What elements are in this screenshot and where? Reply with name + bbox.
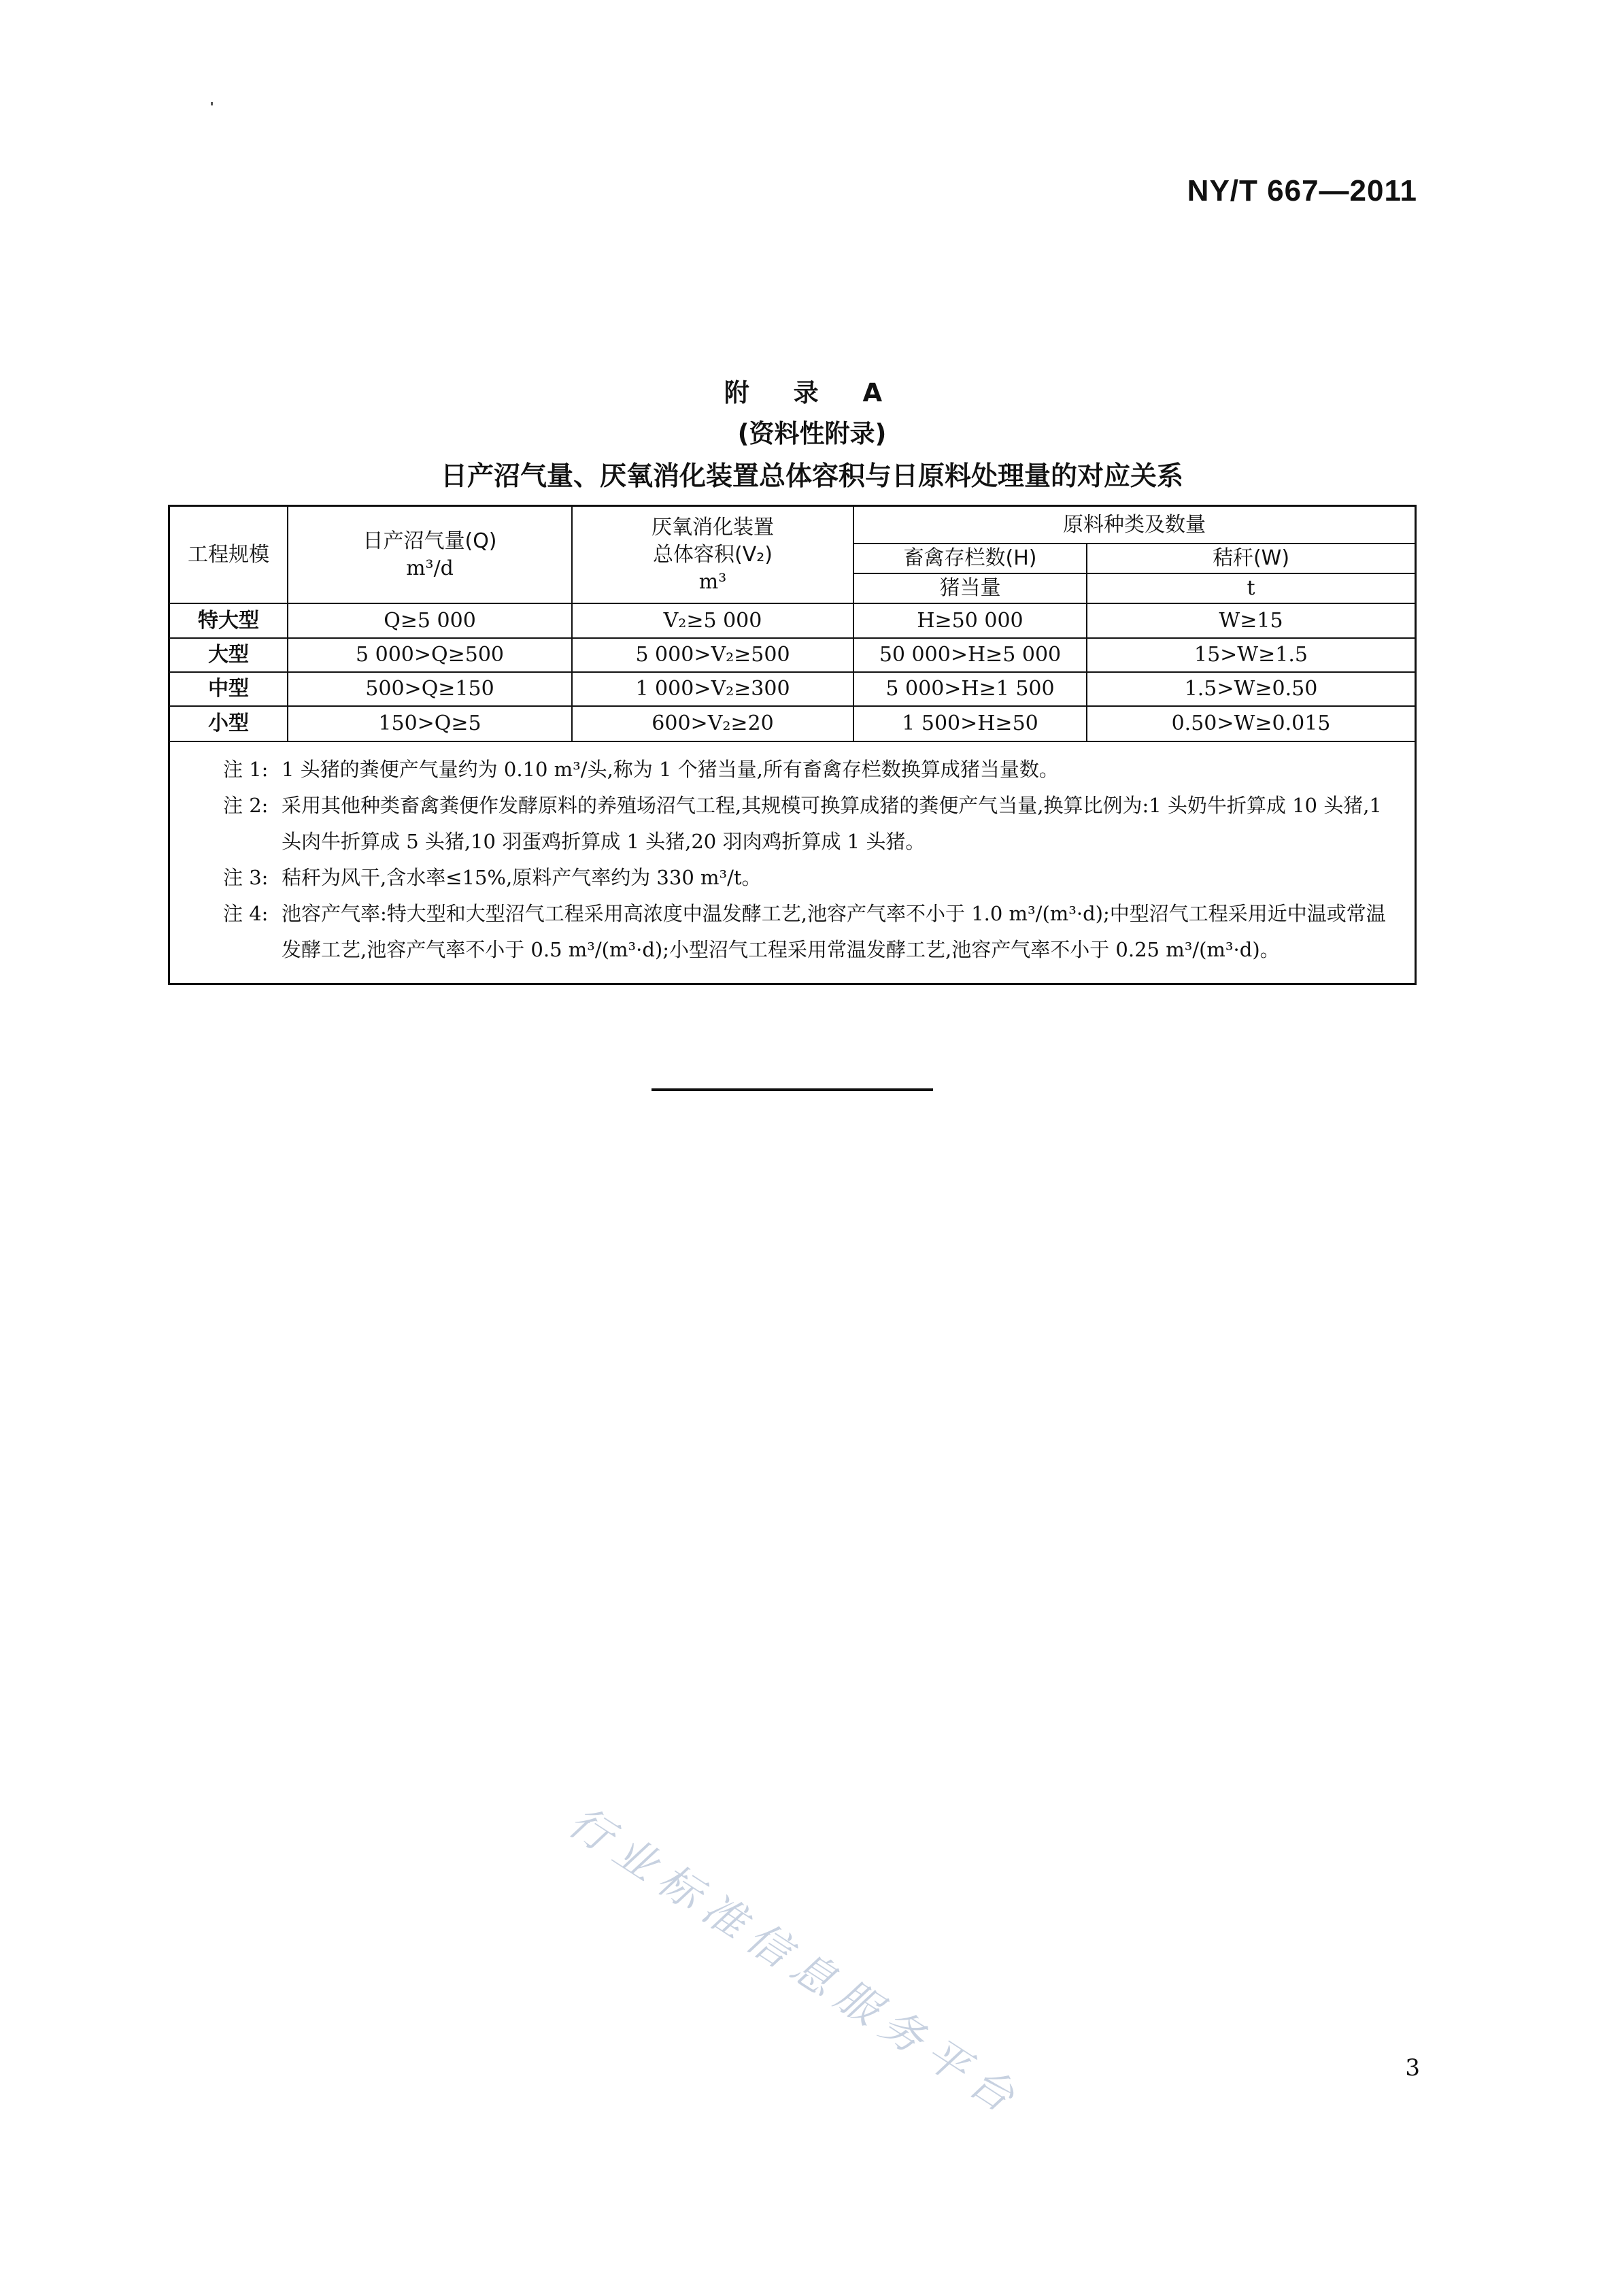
scale-cell: 小型 bbox=[170, 706, 288, 741]
col-header-volume bbox=[572, 507, 853, 603]
col-header-biogas bbox=[288, 507, 572, 603]
livestock-cell: 1 500>H≥50 bbox=[853, 706, 1087, 741]
table-row bbox=[170, 706, 1415, 741]
biogas-cell: Q≥5 000 bbox=[288, 603, 572, 638]
note-label: 注 3: bbox=[223, 866, 269, 889]
note-text: 1 头猪的粪便产气量约为 0.10 m³/头,称为 1 个猪当量,所有畜禽存栏数换算成猪当量数。 bbox=[282, 758, 1059, 781]
col-header-livestock: 畜禽存栏数(H) bbox=[853, 544, 1087, 573]
page-number: 3 bbox=[1405, 2054, 1420, 2082]
volume-cell: 600>V₂≥20 bbox=[572, 706, 853, 741]
header-row-1 bbox=[170, 507, 1415, 544]
data-table bbox=[170, 507, 1415, 742]
correspondence-table bbox=[168, 505, 1417, 985]
col-header-biogas-unit: m³/d bbox=[406, 556, 454, 580]
table-notes bbox=[170, 742, 1415, 983]
note-text: 采用其他种类畜禽粪便作发酵原料的养殖场沼气工程,其规模可换算成猪的粪便产气当量,换算比例为:1 头奶牛折算成 10 头猪,1 头肉牛折算成 5 头猪,10 羽蛋鸡折算成 1 头猪,20 羽肉鸡折算成 1 头猪。 bbox=[282, 794, 1382, 853]
straw-cell: W≥15 bbox=[1087, 603, 1415, 638]
note-text: 秸秆为风干,含水率≤15%,原料产气率约为 330 m³/t。 bbox=[282, 866, 762, 889]
scan-speck bbox=[211, 102, 213, 105]
end-rule bbox=[652, 1088, 933, 1091]
table-row bbox=[170, 603, 1415, 638]
volume-cell: V₂≥5 000 bbox=[572, 603, 853, 638]
livestock-cell: H≥50 000 bbox=[853, 603, 1087, 638]
straw-cell: 15>W≥1.5 bbox=[1087, 638, 1415, 672]
scale-cell: 中型 bbox=[170, 672, 288, 706]
volume-cell: 5 000>V₂≥500 bbox=[572, 638, 853, 672]
scale-cell: 特大型 bbox=[170, 603, 288, 638]
standard-code: NY/T 667—2011 bbox=[1187, 174, 1417, 207]
col-header-livestock-unit: 猪当量 bbox=[853, 573, 1087, 603]
volume-cell: 1 000>V₂≥300 bbox=[572, 672, 853, 706]
annex-headings bbox=[0, 373, 1624, 499]
straw-cell: 0.50>W≥0.015 bbox=[1087, 706, 1415, 741]
note-label: 注 1: bbox=[223, 758, 269, 781]
annex-title: 附 录 A bbox=[724, 378, 900, 407]
note-label: 注 2: bbox=[223, 794, 269, 817]
note-item bbox=[224, 752, 1401, 788]
col-header-scale: 工程规模 bbox=[170, 507, 288, 603]
watermark: 行业标准信息服务平台 bbox=[560, 1796, 1032, 2127]
annex-subtitle: (资料性附录) bbox=[737, 419, 887, 448]
col-header-straw-unit: t bbox=[1087, 573, 1415, 603]
biogas-cell: 500>Q≥150 bbox=[288, 672, 572, 706]
table-row bbox=[170, 638, 1415, 672]
livestock-cell: 5 000>H≥1 500 bbox=[853, 672, 1087, 706]
biogas-cell: 150>Q≥5 bbox=[288, 706, 572, 741]
col-header-volume-label1: 厌氧消化装置 bbox=[652, 515, 774, 539]
scale-cell: 大型 bbox=[170, 638, 288, 672]
note-item bbox=[224, 860, 1401, 896]
note-item bbox=[224, 896, 1401, 968]
biogas-cell: 5 000>Q≥500 bbox=[288, 638, 572, 672]
table-caption: 日产沼气量、厌氧消化装置总体容积与日原料处理量的对应关系 bbox=[440, 461, 1183, 492]
table-row bbox=[170, 672, 1415, 706]
group-header-raw-material: 原料种类及数量 bbox=[853, 507, 1415, 544]
note-label: 注 4: bbox=[223, 902, 269, 925]
straw-cell: 1.5>W≥0.50 bbox=[1087, 672, 1415, 706]
col-header-volume-unit: m³ bbox=[698, 569, 727, 594]
note-text: 池容产气率:特大型和大型沼气工程采用高浓度中温发酵工艺,池容产气率不小于 1.0 m³/(m³·d);中型沼气工程采用近中温或常温发酵工艺,池容产气率不小于 0.5 m³/(m³·d);小型沼气工程采用常温发酵工艺,池容产气率不小于 0.25 m³/(m³·d)。 bbox=[282, 902, 1386, 961]
livestock-cell: 50 000>H≥5 000 bbox=[853, 638, 1087, 672]
col-header-volume-label2: 总体容积(V₂) bbox=[653, 542, 773, 567]
note-item bbox=[224, 788, 1401, 860]
col-header-biogas-label: 日产沼气量(Q) bbox=[362, 529, 497, 553]
col-header-straw: 秸秆(W) bbox=[1087, 544, 1415, 573]
